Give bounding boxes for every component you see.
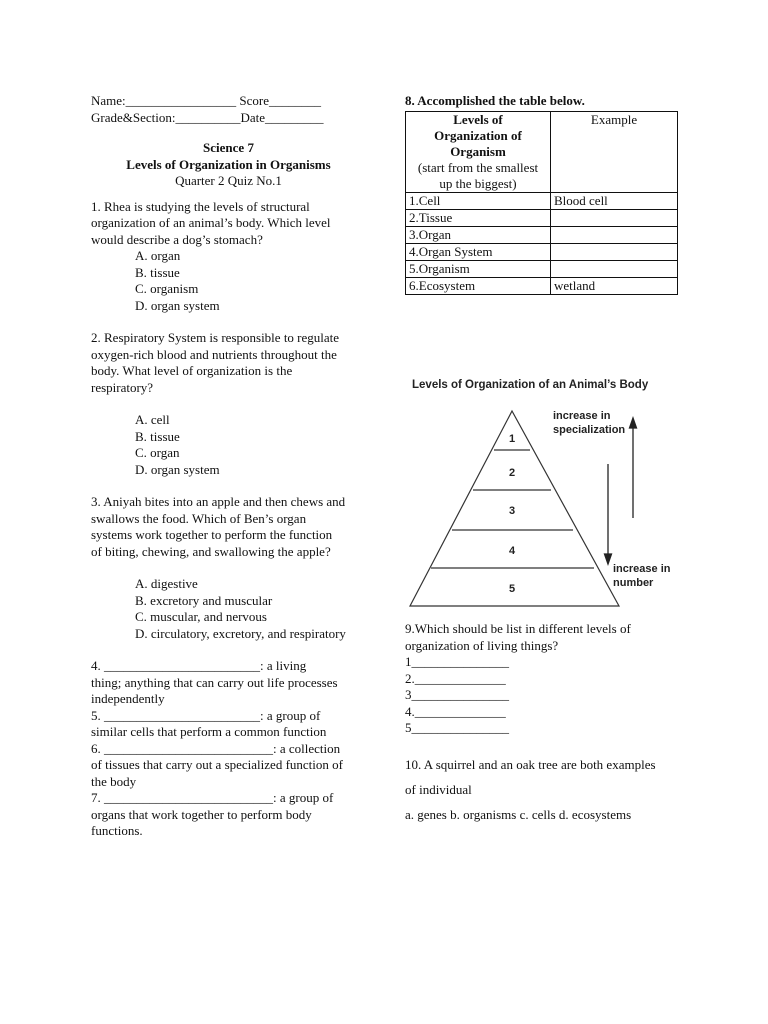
answer-blank[interactable]: 3_______________ xyxy=(405,687,509,702)
level-cell: 1.Cell xyxy=(406,192,551,209)
example-cell: wetland xyxy=(551,277,678,294)
question-text: body. What level of organization is the xyxy=(91,363,293,378)
name-score-line: Name:_________________ Score________ xyxy=(91,93,322,108)
answer-option: C. muscular, and nervous xyxy=(135,609,267,624)
question-1 xyxy=(91,199,366,315)
example-column-header: Example xyxy=(551,111,678,192)
question-text: of biting, chewing, and swallowing the apple? xyxy=(91,543,331,559)
table-header-row xyxy=(406,111,678,192)
down-arrowhead-icon xyxy=(605,554,612,564)
question-text: 9.Which should be list in different levels of xyxy=(405,621,631,636)
question-text: 4. ________________________: a living xyxy=(91,658,307,673)
question-text: 1. Rhea is studying the levels of structural xyxy=(91,198,310,214)
question-text: respiratory? xyxy=(91,379,154,395)
question-text: 2. Respiratory System is responsible to regulate xyxy=(91,330,340,345)
grade-date-line: Grade&Section:__________Date_________ xyxy=(91,109,324,125)
tier-label: 4 xyxy=(508,545,516,557)
specialization-label: increase in xyxy=(553,410,611,422)
specialization-label: specialization xyxy=(553,424,626,436)
question-text: systems work together to perform the function xyxy=(91,527,333,542)
example-cell: Blood cell xyxy=(551,192,678,209)
example-cell xyxy=(551,226,678,243)
question-2 xyxy=(91,330,366,478)
answer-options: a. genes b. organisms c. cells d. ecosystems xyxy=(405,807,632,822)
question-10 xyxy=(405,752,725,827)
question-8 xyxy=(405,93,685,295)
question-text: 7. __________________________: a group of xyxy=(91,790,334,805)
header-line: Levels of xyxy=(453,111,503,127)
levels-column-header xyxy=(406,111,551,192)
header-note: (start from the smallest xyxy=(417,159,539,175)
answer-option: A. cell xyxy=(135,412,170,427)
table-row xyxy=(406,209,678,226)
example-cell xyxy=(551,209,678,226)
number-label: increase in xyxy=(613,563,671,575)
answer-blank[interactable]: 5_______________ xyxy=(405,720,509,735)
question-9 xyxy=(405,621,705,737)
question-text: 10. A squirrel and an oak tree are both examples xyxy=(405,757,656,772)
table-row xyxy=(406,260,678,277)
question-4 xyxy=(91,658,366,708)
question-text: similar cells that perform a common function xyxy=(91,724,327,739)
question-text: would describe a dog’s stomach? xyxy=(91,231,263,247)
question-text: thing; anything that can carry out life processes xyxy=(91,674,338,690)
question-3 xyxy=(91,494,366,642)
level-cell: 3.Organ xyxy=(406,226,551,243)
question-text: independently xyxy=(91,691,165,706)
answer-option: C. organism xyxy=(135,281,199,296)
tier-label: 3 xyxy=(508,505,516,517)
example-cell xyxy=(551,243,678,260)
header-line: Organism xyxy=(450,143,506,159)
question-text: 6. __________________________: a collection xyxy=(91,740,341,756)
header-line: Organization of xyxy=(434,127,522,143)
tier-label: 5 xyxy=(508,583,516,595)
answer-blank[interactable]: 4.______________ xyxy=(405,703,506,719)
answer-option: B. tissue xyxy=(135,264,180,280)
table-row xyxy=(406,226,678,243)
question-text: oxygen-rich blood and nutrients throughout the xyxy=(91,346,337,362)
pyramid-svg xyxy=(405,374,695,614)
header-note: up the biggest) xyxy=(439,175,517,191)
table-row xyxy=(406,192,678,209)
question-text: the body xyxy=(91,773,137,789)
question-text: organization of living things? xyxy=(405,637,559,653)
table-row xyxy=(406,243,678,260)
up-arrowhead-icon xyxy=(630,418,637,428)
answer-option: B. tissue xyxy=(135,428,180,444)
question-text: of tissues that carry out a specialized function of xyxy=(91,757,343,772)
answer-blank[interactable]: 1_______________ xyxy=(405,654,509,669)
answer-option: D. circulatory, excretory, and respiratory xyxy=(135,625,346,641)
number-label: number xyxy=(613,577,654,589)
question-text: 5. ________________________: a group of xyxy=(91,707,321,723)
question-text: organs that work together to perform body xyxy=(91,806,312,822)
diagram-title: Levels of Organization of an Animal’s Body xyxy=(412,379,649,391)
quiz-subtitle: Quarter 2 Quiz No.1 xyxy=(175,173,282,188)
answer-blank[interactable]: 2.______________ xyxy=(405,670,506,686)
subject-heading: Science 7 xyxy=(203,140,254,155)
level-cell: 2.Tissue xyxy=(406,209,551,226)
answer-option: D. organ system xyxy=(135,461,220,477)
level-cell: 5.Organism xyxy=(406,260,551,277)
level-cell: 4.Organ System xyxy=(406,243,551,260)
question-text: organization of an animal’s body. Which level xyxy=(91,215,331,230)
example-cell xyxy=(551,260,678,277)
tier-label: 2 xyxy=(508,467,516,479)
tier-label: 1 xyxy=(508,433,516,445)
level-cell: 6.Ecosystem xyxy=(406,277,551,294)
answer-option: D. organ system xyxy=(135,297,220,313)
question-text: functions. xyxy=(91,823,143,838)
answer-option: A. organ xyxy=(135,248,181,263)
table-row xyxy=(406,277,678,294)
question-text: 3. Aniyah bites into an apple and then chews and xyxy=(91,494,346,509)
question-5 xyxy=(91,708,366,741)
answer-option: C. organ xyxy=(135,445,180,460)
q8-heading: 8. Accomplished the table below. xyxy=(405,93,585,108)
question-6 xyxy=(91,741,366,791)
answer-option: A. digestive xyxy=(135,576,198,591)
question-7 xyxy=(91,790,366,840)
question-text: swallows the food. Which of Ben’s organ xyxy=(91,510,307,526)
question-text: of individual xyxy=(405,782,472,797)
answer-option: B. excretory and muscular xyxy=(135,592,273,608)
left-column xyxy=(91,93,366,840)
quiz-title: Levels of Organization in Organisms xyxy=(126,156,331,172)
pyramid-diagram xyxy=(405,374,695,614)
levels-table xyxy=(405,111,678,295)
